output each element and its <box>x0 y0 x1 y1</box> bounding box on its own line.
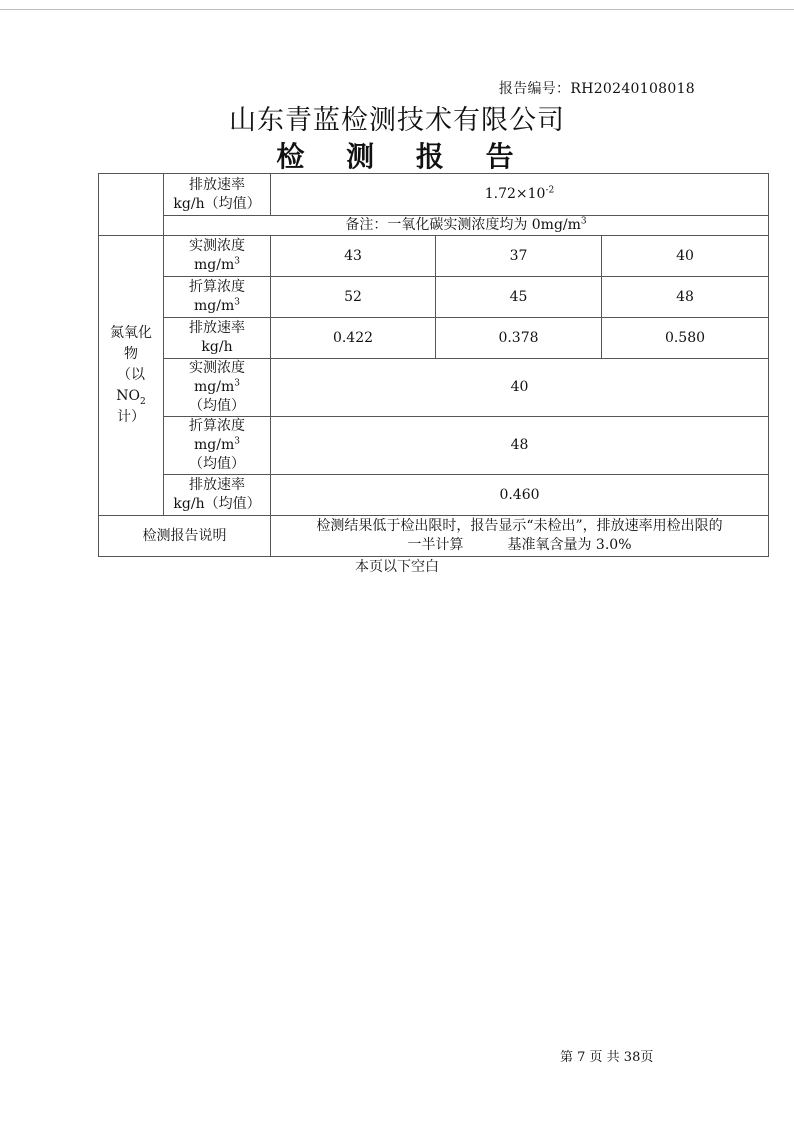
description-text <box>271 516 769 557</box>
param-label-line1: 排放速率 <box>189 477 245 493</box>
table-row <box>99 318 769 359</box>
param-value <box>271 174 769 216</box>
value-cell: 52 <box>271 277 436 318</box>
note-cell <box>164 216 769 236</box>
value-base: 1.72×10 <box>484 186 546 202</box>
empty-pollutant-cell <box>99 174 164 236</box>
param-label-line1: 折算浓度 <box>189 279 245 295</box>
value-cell: 45 <box>436 277 602 318</box>
pollutant-line3: （以 <box>117 367 145 383</box>
report-number: 报告编号：RH20240108018 <box>498 81 695 97</box>
company-name: 山东青蓝检测技术有限公司 <box>229 105 565 136</box>
value-cell: 37 <box>436 236 602 277</box>
table-row <box>99 236 769 277</box>
page-number: 第 7 页 共 38页 <box>560 1050 654 1065</box>
value-exponent: -2 <box>545 185 555 196</box>
value-cell: 0.460 <box>271 475 769 516</box>
param-label-line1: 实测浓度 <box>189 238 245 254</box>
param-label-line2: mg/m <box>194 379 235 395</box>
description-line2b: 基准氧含量为 3.0% <box>507 537 632 553</box>
pollutant-name <box>99 236 164 516</box>
value-cell: 40 <box>271 359 769 417</box>
results-table <box>98 173 769 557</box>
param-label-line2: kg/h <box>201 339 233 355</box>
table-row <box>99 475 769 516</box>
table-row <box>99 359 769 417</box>
note-sup: 3 <box>580 216 587 227</box>
param-label-sup: 3 <box>234 297 240 308</box>
pollutant-line5: 计） <box>117 409 145 425</box>
param-label <box>164 417 271 475</box>
pollutant-sub: 2 <box>140 396 146 407</box>
value-cell: 48 <box>271 417 769 475</box>
description-label: 检测报告说明 <box>99 516 271 557</box>
param-label-line1: 排放速率 <box>189 176 245 193</box>
param-label-tail: （均值） <box>189 456 245 472</box>
param-label-sup: 3 <box>234 256 240 267</box>
param-label-line2: kg/h（均值） <box>173 195 261 212</box>
description-line1: 检测结果低于检出限时，报告显示“未检出”，排放速率用检出限的 <box>316 518 723 534</box>
table-row <box>99 516 769 557</box>
param-label-line2: kg/h（均值） <box>173 496 261 512</box>
table-row <box>99 417 769 475</box>
value-cell: 40 <box>602 236 769 277</box>
pollutant-line4: NO <box>116 388 140 404</box>
table-row <box>99 174 769 216</box>
param-label <box>164 475 271 516</box>
value-cell: 0.580 <box>602 318 769 359</box>
param-label-tail: （均值） <box>189 398 245 414</box>
param-label-line1: 折算浓度 <box>189 418 245 434</box>
description-line2a: 一半计算 <box>407 537 464 553</box>
table-row <box>99 216 769 236</box>
param-label <box>164 174 271 216</box>
pollutant-line1: 氮氧化 <box>110 325 152 341</box>
param-label-line2: mg/m <box>194 298 235 314</box>
param-label-line1: 实测浓度 <box>189 360 245 376</box>
param-label-line2: mg/m <box>194 257 235 273</box>
value-cell: 0.378 <box>436 318 602 359</box>
param-label <box>164 277 271 318</box>
param-label-line2: mg/m <box>194 437 235 453</box>
param-label <box>164 236 271 277</box>
pollutant-line2: 物 <box>124 346 138 362</box>
param-label-line1: 排放速率 <box>189 320 245 336</box>
param-label-sup: 3 <box>234 436 240 447</box>
blank-page-note: 本页以下空白 <box>355 559 439 575</box>
param-label <box>164 318 271 359</box>
param-label-sup: 3 <box>234 378 240 389</box>
value-cell: 0.422 <box>271 318 436 359</box>
top-rule <box>0 9 794 10</box>
param-label <box>164 359 271 417</box>
value-cell: 48 <box>602 277 769 318</box>
document-title: 检 测 报 告 <box>276 140 530 173</box>
table-row <box>99 277 769 318</box>
note-text: 备注：一氧化碳实测浓度均为 0mg/m <box>345 217 581 233</box>
value-cell: 43 <box>271 236 436 277</box>
